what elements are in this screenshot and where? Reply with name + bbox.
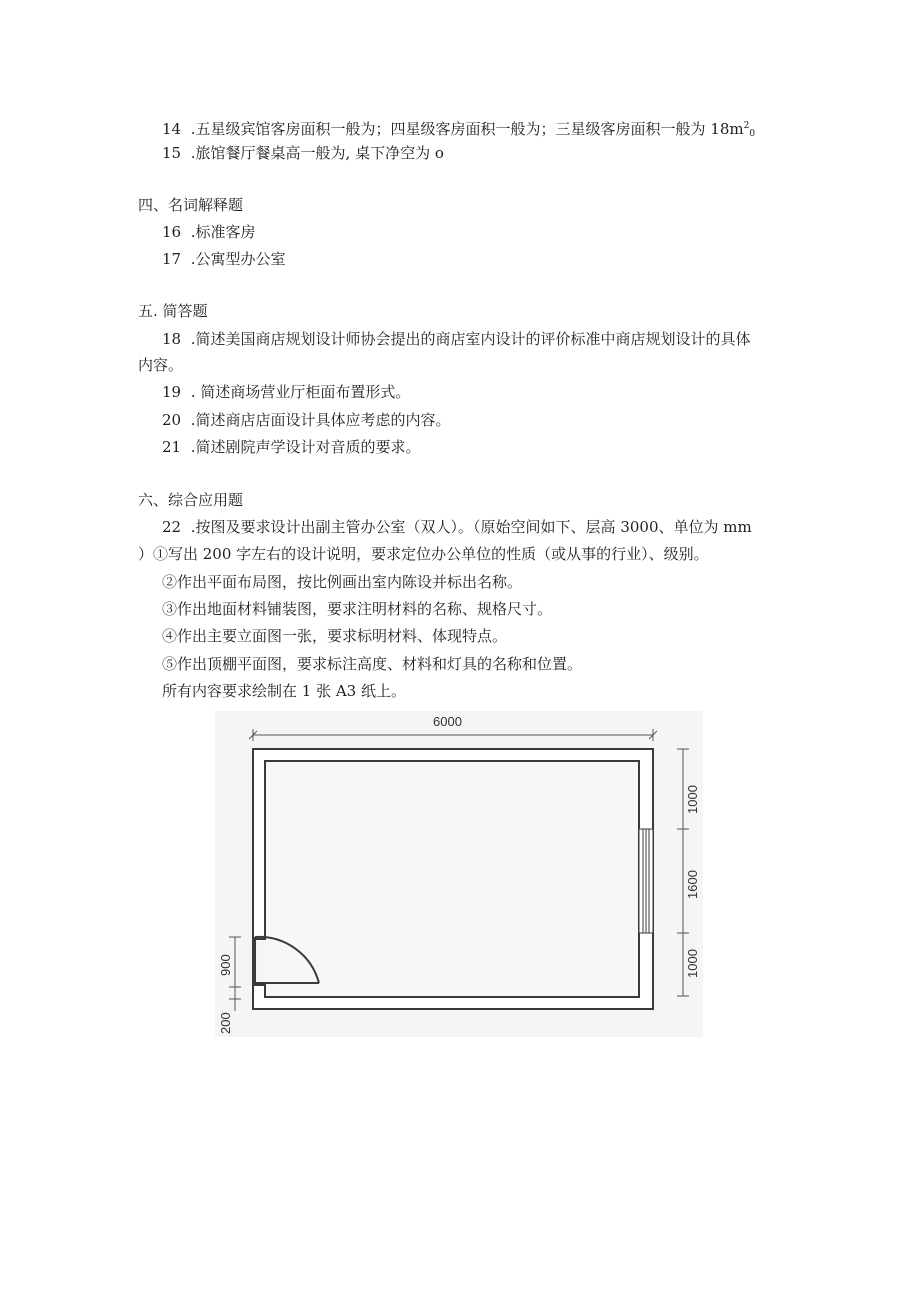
question-21: [162, 437, 421, 457]
question-20: [162, 410, 451, 430]
step-3: ③作出地面材料铺装图，要求注明材料的名称、规格尺寸。: [162, 600, 553, 618]
window: [639, 829, 653, 933]
question-number: 16: [162, 223, 182, 241]
question-text: .简述剧院声学设计对音质的要求。: [190, 438, 421, 456]
question-text: .标准客房: [190, 223, 256, 241]
question-number: 19: [162, 383, 182, 401]
subscript: 0: [749, 129, 756, 139]
question-number: 17: [162, 250, 182, 268]
footer-note: 所有内容要求绘制在 1 张 A3 纸上。: [162, 682, 406, 700]
dimension-label-right-top: 1000: [685, 785, 700, 814]
question-22: [162, 517, 752, 537]
question-22-continued: ）①写出 200 字左右的设计说明，要求定位办公单位的性质（或从事的行业）、级别。: [138, 545, 709, 563]
floor-plan-figure: [215, 711, 703, 1037]
question-text: .简述商店店面设计具体应考虑的内容。: [190, 411, 451, 429]
question-text: .简述美国商店规划设计师协会提出的商店室内设计的评价标准中商店规划设计的具体: [190, 330, 751, 348]
question-number: 14: [162, 120, 182, 138]
dimension-label-wall-end: 200: [218, 1012, 233, 1034]
question-15: [162, 143, 444, 163]
question-text: .公寓型办公室: [190, 250, 286, 268]
section-title: 四、名词解释题: [138, 196, 244, 214]
question-text: .五星级宾馆客房面积一般为；四星级客房面积一般为；三星级客房面积一般为 18m: [190, 120, 744, 138]
step-4: ④作出主要立面图一张，要求标明材料、体现特点。: [162, 627, 508, 645]
floor-plan-svg: [215, 711, 703, 1037]
dimension-label-right-mid: 1600: [685, 870, 700, 899]
question-text: .旅馆餐厅餐桌高一般为, 桌下净空为 o: [190, 144, 444, 162]
question-number: 20: [162, 411, 182, 429]
question-19: [162, 382, 410, 402]
question-number: 22: [162, 518, 182, 536]
room-floor: [266, 762, 638, 996]
question-number: 18: [162, 330, 182, 348]
question-number: 21: [162, 438, 182, 456]
width-dimension: [249, 729, 657, 741]
section-title: 六、综合应用题: [138, 491, 244, 509]
section-title: 五. 简答题: [138, 302, 208, 320]
width-dimension-label: 6000: [433, 714, 462, 729]
question-text: .按图及要求设计出副主管办公室（双人）。（原始空间如下、层高 3000、单位为 mm: [190, 518, 752, 536]
question-14: [162, 116, 755, 144]
question-17: [162, 249, 286, 269]
superscript: 2: [743, 121, 750, 131]
step-5: ⑤作出顶棚平面图，要求标注高度、材料和灯具的名称和位置。: [162, 655, 583, 673]
question-18: [162, 329, 751, 349]
question-18-continued: 内容。: [138, 356, 184, 374]
question-16: [162, 222, 256, 242]
question-number: 15: [162, 144, 182, 162]
dimension-label-door: 900: [218, 954, 233, 976]
question-text: . 简述商场营业厅柜面布置形式。: [190, 383, 411, 401]
dimension-label-right-bottom: 1000: [685, 949, 700, 978]
step-2: ②作出平面布局图，按比例画出室内陈设并标出名称。: [162, 573, 523, 591]
